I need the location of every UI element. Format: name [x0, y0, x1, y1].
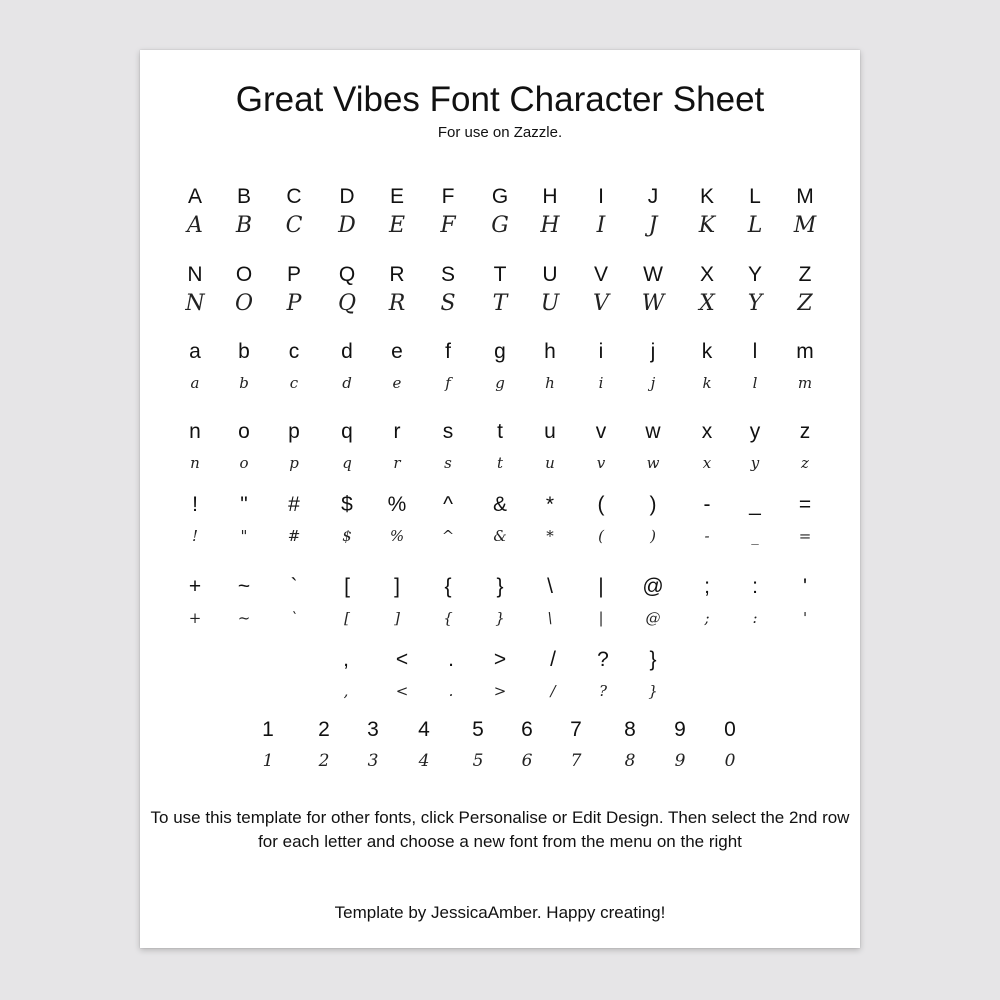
plain-glyph: >: [493, 648, 507, 671]
plain-glyph: u: [544, 420, 556, 443]
plain-glyph: &: [492, 493, 507, 516]
plain-glyph: 9: [674, 718, 686, 741]
script-glyph: T: [492, 291, 508, 316]
character-cell: [623, 185, 683, 239]
script-glyph: #: [287, 527, 301, 545]
plain-glyph: Q: [338, 263, 356, 286]
plain-glyph: (: [597, 493, 605, 516]
character-cell: [418, 263, 478, 317]
script-glyph: g: [495, 374, 505, 392]
script-glyph: a: [190, 374, 200, 392]
character-cell: [775, 185, 835, 239]
plain-glyph: 1: [262, 718, 274, 741]
script-glyph: 6: [521, 751, 533, 771]
script-glyph: 5: [472, 751, 484, 771]
plain-glyph: F: [441, 185, 455, 208]
script-glyph: |: [598, 609, 604, 627]
plain-glyph: S: [440, 263, 455, 286]
script-glyph: ^: [441, 527, 455, 545]
script-glyph: C: [285, 213, 303, 238]
character-cell: [775, 575, 835, 631]
script-glyph: @: [645, 609, 661, 627]
plain-glyph: r: [393, 420, 401, 443]
character-cell: [775, 420, 835, 476]
sheet-title: Great Vibes Font Character Sheet: [235, 80, 765, 119]
plain-glyph: ": [240, 493, 248, 516]
script-glyph: S: [440, 291, 456, 316]
script-glyph: v: [596, 454, 606, 472]
plain-glyph: ]: [394, 575, 400, 598]
script-glyph: i: [598, 374, 604, 392]
script-glyph: b: [239, 374, 249, 392]
script-glyph: Q: [337, 291, 357, 316]
plain-glyph: -: [703, 493, 711, 516]
character-cell: [623, 575, 683, 631]
character-cell: [623, 493, 683, 549]
plain-glyph: /: [550, 648, 556, 671]
plain-glyph: E: [389, 185, 404, 208]
script-glyph: :: [752, 609, 758, 627]
script-glyph: ): [650, 527, 656, 545]
character-cell: [623, 263, 683, 317]
character-cell: [264, 263, 324, 317]
script-glyph: >: [493, 682, 507, 700]
character-cell: [571, 185, 631, 239]
character-cell: [264, 340, 324, 396]
plain-glyph: }: [496, 575, 504, 598]
plain-glyph: 8: [624, 718, 636, 741]
script-glyph: P: [286, 291, 302, 316]
script-glyph: n: [190, 454, 200, 472]
plain-glyph: $: [341, 493, 353, 516]
plain-glyph: %: [387, 493, 407, 516]
script-glyph: ]: [394, 609, 400, 627]
character-cell: [418, 420, 478, 476]
script-glyph: l: [752, 374, 758, 392]
script-glyph: Z: [797, 291, 813, 316]
script-glyph: ?: [598, 682, 608, 700]
script-glyph: R: [388, 291, 406, 316]
script-glyph: <: [395, 682, 409, 700]
plain-glyph: A: [187, 185, 202, 208]
script-glyph: Y: [747, 291, 763, 316]
plain-glyph: B: [236, 185, 251, 208]
plain-glyph: j: [650, 340, 656, 363]
plain-glyph: t: [497, 420, 503, 443]
plain-glyph: 0: [724, 718, 736, 741]
plain-glyph: ;: [704, 575, 710, 598]
script-glyph: L: [747, 213, 763, 238]
plain-glyph: |: [598, 575, 604, 598]
script-glyph: r: [393, 454, 401, 472]
character-cell: [418, 185, 478, 239]
character-cell: [264, 420, 324, 476]
script-glyph: s: [444, 454, 452, 472]
script-glyph: ': [802, 609, 808, 627]
plain-glyph: V: [593, 263, 608, 286]
plain-glyph: m: [796, 340, 814, 363]
plain-glyph: D: [339, 185, 355, 208]
script-glyph: 3: [367, 751, 379, 771]
plain-glyph: }: [649, 648, 657, 671]
plain-glyph: *: [545, 493, 555, 516]
plain-glyph: K: [699, 185, 714, 208]
character-cell: [571, 340, 631, 396]
character-cell: [394, 718, 454, 774]
plain-glyph: ': [802, 575, 807, 598]
plain-glyph: ,: [343, 648, 349, 671]
character-cell: [316, 648, 376, 704]
script-glyph: c: [289, 374, 299, 392]
plain-glyph: R: [389, 263, 405, 286]
script-glyph: V: [593, 291, 609, 316]
script-glyph: D: [338, 213, 356, 238]
character-cell: [571, 575, 631, 631]
script-glyph: !: [191, 527, 199, 545]
script-glyph: z: [801, 454, 809, 472]
plain-glyph: 2: [318, 718, 330, 741]
script-glyph: A: [187, 213, 203, 238]
script-glyph: w: [646, 454, 660, 472]
credit-text: Template by JessicaAmber. Happy creating!: [334, 903, 666, 922]
character-cell: [775, 263, 835, 317]
script-glyph: e: [392, 374, 402, 392]
plain-glyph: _: [749, 493, 761, 516]
plain-glyph: .: [448, 648, 454, 671]
character-cell: [775, 340, 835, 396]
script-glyph: 0: [724, 751, 736, 771]
plain-glyph: 5: [472, 718, 484, 741]
script-glyph: j: [650, 374, 656, 392]
plain-glyph: N: [187, 263, 203, 286]
plain-glyph: !: [192, 493, 198, 516]
character-cell: [470, 648, 530, 704]
plain-glyph: 4: [418, 718, 430, 741]
plain-glyph: ~: [237, 575, 251, 598]
plain-glyph: #: [288, 493, 300, 516]
plain-glyph: s: [442, 420, 454, 443]
script-glyph: k: [702, 374, 712, 392]
plain-glyph: X: [699, 263, 714, 286]
script-glyph: =: [798, 527, 812, 545]
character-cell: [775, 493, 835, 549]
plain-glyph: <: [395, 648, 409, 671]
character-cell: [418, 575, 478, 631]
character-cell: [546, 718, 606, 774]
instructions-text: To use this template for other fonts, click Personalise or Edit Design. Then select the 2nd row for each letter and choose a new font from the menu on the right: [150, 808, 850, 851]
script-glyph: G: [491, 213, 509, 238]
plain-glyph: d: [341, 340, 353, 363]
plain-glyph: h: [544, 340, 556, 363]
script-glyph: t: [496, 454, 504, 472]
plain-glyph: Z: [798, 263, 812, 286]
plain-glyph: O: [235, 263, 253, 286]
plain-glyph: p: [288, 420, 300, 443]
script-glyph: /: [550, 682, 556, 700]
plain-glyph: ): [649, 493, 657, 516]
character-cell: [418, 340, 478, 396]
script-glyph: B: [235, 213, 253, 238]
script-glyph: N: [185, 291, 205, 316]
script-glyph: `: [290, 609, 298, 627]
character-cell: [700, 718, 760, 774]
script-glyph: ~: [237, 609, 251, 627]
plain-glyph: v: [595, 420, 607, 443]
script-glyph: }: [648, 682, 658, 700]
character-cell: [571, 263, 631, 317]
script-glyph: d: [342, 374, 352, 392]
script-glyph: K: [698, 213, 716, 238]
script-glyph: [: [344, 609, 350, 627]
script-glyph: _: [751, 527, 759, 545]
script-glyph: *: [546, 527, 554, 545]
script-glyph: O: [234, 291, 254, 316]
script-glyph: ": [240, 527, 248, 545]
plain-glyph: o: [238, 420, 250, 443]
script-glyph: F: [440, 213, 456, 238]
character-cell: [571, 493, 631, 549]
sheet-subtitle: For use on Zazzle.: [437, 124, 563, 141]
script-glyph: U: [540, 291, 560, 316]
plain-glyph: x: [701, 420, 713, 443]
plain-glyph: ^: [443, 493, 453, 516]
script-glyph: %: [389, 527, 405, 545]
script-glyph: m: [797, 374, 813, 392]
script-glyph: 9: [674, 751, 686, 771]
plain-glyph: {: [444, 575, 452, 598]
script-glyph: h: [545, 374, 555, 392]
plain-glyph: 3: [367, 718, 379, 741]
plain-glyph: +: [188, 575, 202, 598]
character-cell: [264, 493, 324, 549]
script-glyph: o: [239, 454, 249, 472]
plain-glyph: [: [344, 575, 350, 598]
script-glyph: q: [342, 454, 352, 472]
plain-glyph: =: [798, 493, 812, 516]
plain-glyph: 7: [570, 718, 582, 741]
character-cell: [571, 420, 631, 476]
plain-glyph: g: [494, 340, 506, 363]
plain-glyph: z: [799, 420, 811, 443]
plain-glyph: W: [643, 263, 663, 286]
script-glyph: 1: [262, 751, 274, 771]
script-glyph: ;: [704, 609, 710, 627]
script-glyph: {: [443, 609, 453, 627]
plain-glyph: G: [491, 185, 509, 208]
character-cell: [418, 493, 478, 549]
plain-glyph: q: [341, 420, 353, 443]
character-cell: [264, 575, 324, 631]
plain-glyph: n: [189, 420, 201, 443]
character-cell: [264, 185, 324, 239]
plain-glyph: w: [645, 420, 661, 443]
script-glyph: +: [188, 609, 202, 627]
script-glyph: I: [596, 213, 606, 238]
character-cell: [623, 420, 683, 476]
plain-glyph: P: [286, 263, 301, 286]
script-glyph: X: [699, 291, 715, 316]
script-glyph: p: [289, 454, 299, 472]
plain-glyph: i: [598, 340, 604, 363]
script-glyph: .: [448, 682, 454, 700]
script-glyph: &: [493, 527, 507, 545]
plain-glyph: U: [542, 263, 558, 286]
script-glyph: 2: [318, 751, 330, 771]
plain-glyph: Y: [747, 263, 762, 286]
plain-glyph: L: [749, 185, 761, 208]
script-glyph: M: [793, 213, 817, 238]
plain-glyph: f: [445, 340, 451, 363]
script-glyph: H: [540, 213, 560, 238]
plain-glyph: a: [189, 340, 201, 363]
plain-glyph: b: [238, 340, 250, 363]
plain-glyph: ?: [597, 648, 609, 671]
script-glyph: E: [388, 213, 406, 238]
plain-glyph: M: [796, 185, 814, 208]
script-glyph: 4: [418, 751, 430, 771]
script-glyph: \: [547, 609, 553, 627]
plain-glyph: c: [288, 340, 300, 363]
plain-glyph: C: [286, 185, 302, 208]
plain-glyph: I: [598, 185, 604, 208]
plain-glyph: 6: [521, 718, 533, 741]
plain-glyph: \: [547, 575, 553, 598]
script-glyph: u: [545, 454, 555, 472]
script-glyph: 8: [624, 751, 636, 771]
plain-glyph: @: [642, 575, 664, 598]
script-glyph: -: [704, 527, 710, 545]
plain-glyph: y: [749, 420, 761, 443]
plain-glyph: k: [701, 340, 713, 363]
script-glyph: 7: [570, 751, 582, 771]
script-glyph: $: [342, 527, 352, 545]
script-glyph: x: [702, 454, 712, 472]
script-glyph: f: [445, 374, 451, 392]
plain-glyph: `: [290, 575, 298, 598]
character-cell: [623, 648, 683, 704]
script-glyph: J: [648, 213, 658, 238]
plain-glyph: l: [752, 340, 758, 363]
script-glyph: W: [641, 291, 665, 316]
plain-glyph: J: [647, 185, 659, 208]
script-glyph: (: [598, 527, 604, 545]
script-glyph: }: [495, 609, 505, 627]
plain-glyph: e: [391, 340, 403, 363]
script-glyph: y: [750, 454, 760, 472]
plain-glyph: H: [542, 185, 558, 208]
plain-glyph: :: [752, 575, 758, 598]
plain-glyph: T: [493, 263, 507, 286]
character-cell: [623, 340, 683, 396]
character-cell: [238, 718, 298, 774]
script-glyph: ,: [343, 682, 349, 700]
